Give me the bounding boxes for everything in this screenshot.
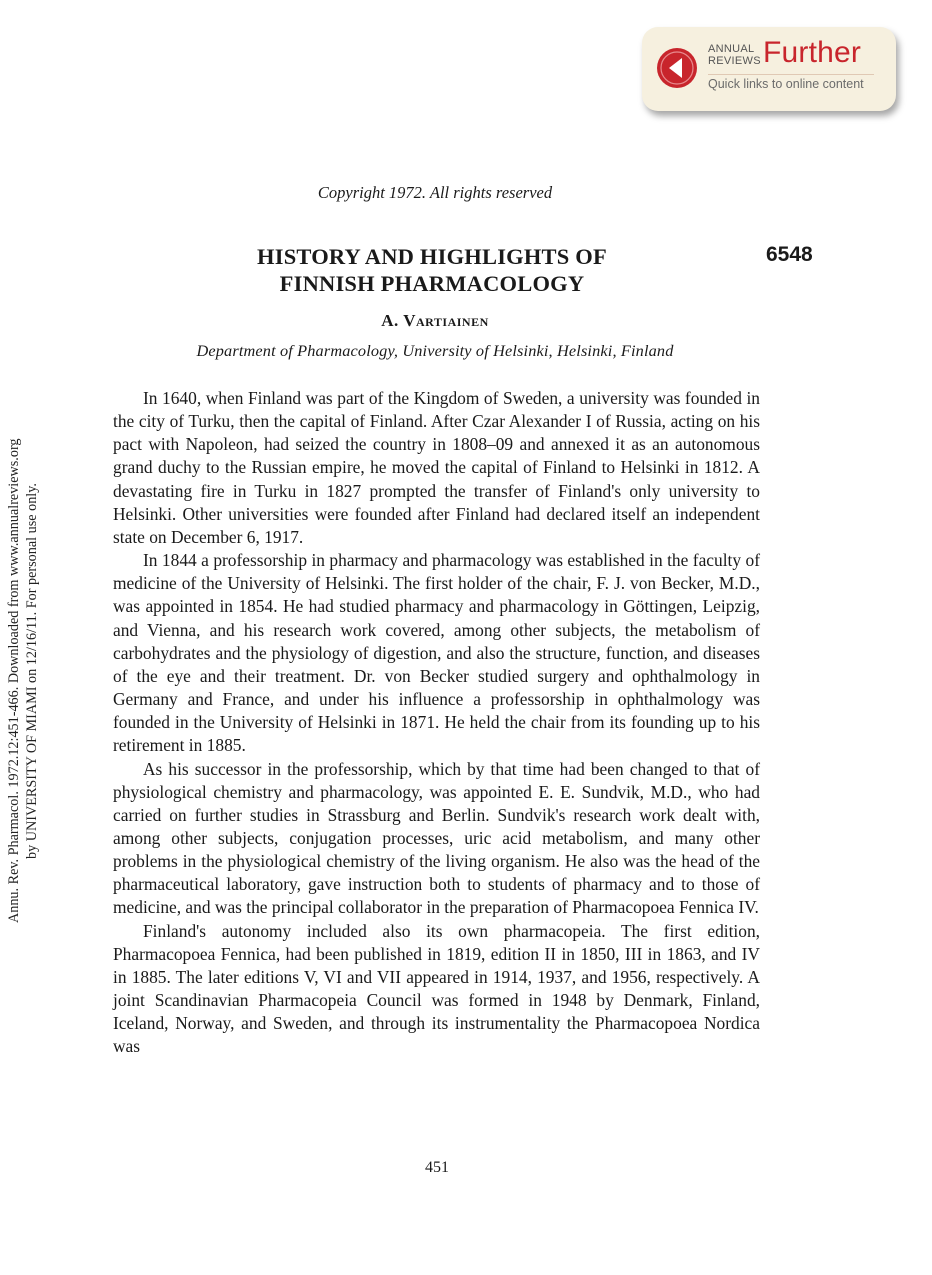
author-affiliation: Department of Pharmacology, University of Helsinki, Helsinki, Finland xyxy=(196,341,674,360)
article-code: 6548 xyxy=(766,243,813,266)
article-body xyxy=(113,387,760,1059)
article-title-line2: FINNISH PHARMACOLOGY xyxy=(279,271,585,296)
download-stamp xyxy=(0,0,48,930)
download-stamp-line2: by UNIVERSITY OF MIAMI on 12/16/11. For personal use only. xyxy=(24,483,40,859)
article-title-line1: HISTORY AND HIGHLIGHTS OF xyxy=(257,244,607,269)
badge-further-text: Further xyxy=(763,36,862,69)
badge-divider xyxy=(708,74,874,75)
badge-reviews-text: REVIEWS xyxy=(708,55,761,67)
badge-annual-text: ANNUAL xyxy=(708,43,755,55)
body-paragraph: Finland's autonomy included also its own pharmacopeia. The first edition, Pharmacopoea Fennica, had been published in 1819, edition II in 1850, III in 1863, and IV in 1885. The later editions V, VI and VII appeared in 1914, 1937, and 1956, respectively. A joint Scandinavian Pharmacopeia Council was formed in 1948 by Denmark, Finland, Iceland, Norway, and Sweden, and through its instrumentality the Pharmacopoea Nordica was xyxy=(113,920,760,1057)
page-number: 451 xyxy=(425,1159,449,1176)
article-title xyxy=(182,243,682,297)
badge-tagline[interactable]: Quick links to online content xyxy=(708,77,864,91)
copyright-notice: Copyright 1972. All rights reserved xyxy=(317,183,553,202)
author-name: A. Vartiainen xyxy=(381,311,489,330)
play-back-icon[interactable] xyxy=(656,47,698,89)
download-stamp-line1: Annu. Rev. Pharmacol. 1972.12:451-466. Downloaded from www.annualreviews.org xyxy=(6,438,22,923)
body-paragraph: In 1640, when Finland was part of the Kingdom of Sweden, a university was founded in the city of Turku, then the capital of Finland. After Czar Alexander I of Russia, acting on his pact with Napoleon, had seized the country in 1808–09 and annexed it as an autonomous grand duchy to the Russian empire, he moved the capital of Finland to Helsinki in 1812. A devastating fire in Turku in 1827 prompted the transfer of Finland's only university to Helsinki. Other universities were founded after Finland had declared itself an independent state on December 6, 1917. xyxy=(113,388,760,547)
body-paragraph: As his successor in the professorship, which by that time had been changed to that of physiological chemistry and pharmacology, was appointed E. E. Sundvik, M.D., who had carried on further studies in Strassburg and Berlin. Sundvik's research work dealt with, among other subjects, conjugation processes, uric acid metabolism, and many other problems in the physiological chemistry of the living organism. He also was the head of the pharmaceutical laboratory, gave instruction both to students of pharmacy and to those of medicine, and was the principal collaborator in the preparation of Pharmacopoea Fennica IV. xyxy=(113,758,760,918)
further-badge[interactable] xyxy=(642,27,896,111)
body-paragraph: In 1844 a professorship in pharmacy and pharmacology was established in the faculty of medicine of the University of Helsinki. The first holder of the chair, F. J. von Becker, M.D., was appointed in 1854. He had studied pharmacy and pharmacology in Göttingen, Leipzig, and Vienna, and his research work covered, among other subjects, the metabolism of carbohydrates and the physiology of digestion, and also the structure, function, and diseases of the eye and their treatment. Dr. von Becker studied surgery and ophthalmology in Germany and France, and under his influence a professorship in ophthalmology was founded in the University of Helsinki in 1871. He held the chair from its founding up to his retirement in 1885. xyxy=(113,550,760,756)
